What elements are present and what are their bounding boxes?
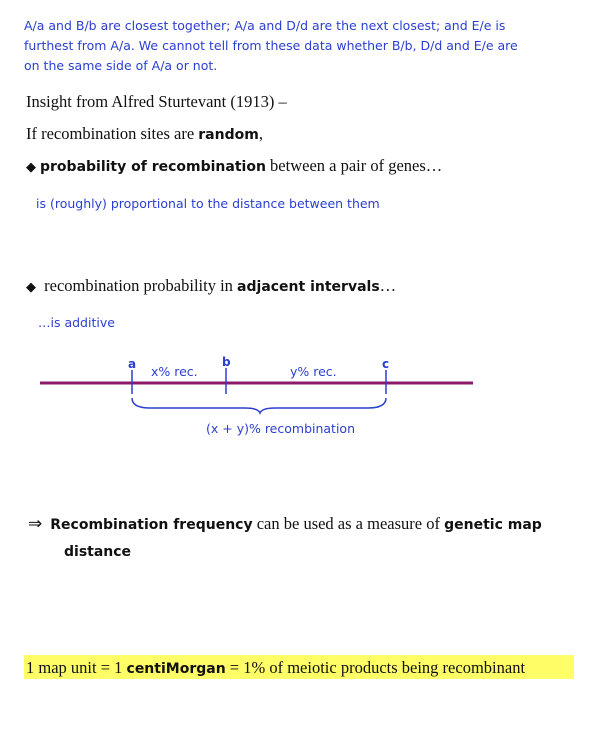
bullet1-bold: probability of recombination: [40, 159, 266, 175]
chromosome-diagram: [0, 350, 594, 450]
conclusion-bold-1: Recombination frequency: [50, 517, 253, 533]
random-statement: [26, 124, 263, 144]
sum-label: (x + y)% recombination: [206, 421, 356, 436]
random-prefix: If recombination sites are: [26, 124, 199, 143]
interval-bc-label: y% rec.: [290, 364, 337, 379]
conclusion-line-2: distance: [64, 544, 132, 560]
note-line-3: on the same side of A/a or not.: [24, 58, 218, 73]
random-suffix: ,: [258, 124, 263, 143]
bullet-probability: [26, 156, 442, 176]
bullet2-answer: …is additive: [38, 315, 115, 330]
definition: [26, 658, 525, 678]
implies-arrow-icon: ⇒: [28, 514, 43, 534]
diamond-bullet-icon: ◆: [26, 159, 36, 174]
sum-brace: [132, 398, 386, 413]
diamond-bullet-icon: ◆: [26, 279, 36, 294]
locus-c-label: c: [382, 357, 390, 371]
random-bold: random: [198, 127, 259, 143]
bullet-adjacent: [26, 276, 396, 296]
definition-prefix: 1 map unit = 1: [26, 658, 127, 677]
bullet2-prefix: recombination probability in: [40, 276, 238, 295]
interval-ab-label: x% rec.: [151, 364, 198, 379]
insight-heading: Insight from Alfred Sturtevant (1913) –: [26, 92, 287, 111]
bullet1-rest: between a pair of genes…: [265, 156, 443, 175]
conclusion-mid: can be used as a measure of: [252, 514, 445, 533]
note-line-2: furthest from A/a. We cannot tell from these data whether B/b, D/d and E/e are: [24, 38, 518, 53]
bullet1-answer: is (roughly) proportional to the distance between them: [36, 196, 380, 211]
conclusion: [28, 514, 542, 534]
locus-b-label: b: [222, 355, 231, 369]
note-line-1: A/a and B/b are closest together; A/a and D/d are the next closest; and E/e is: [24, 18, 506, 33]
conclusion-bold-2: genetic map: [444, 517, 542, 533]
bullet2-bold: adjacent intervals: [237, 279, 380, 295]
handwritten-note: [24, 16, 584, 76]
definition-suffix: = 1% of meiotic products being recombinant: [225, 658, 526, 677]
definition-bold: centiMorgan: [126, 661, 226, 677]
locus-a-label: a: [128, 357, 137, 371]
bullet2-suffix: …: [379, 276, 397, 295]
